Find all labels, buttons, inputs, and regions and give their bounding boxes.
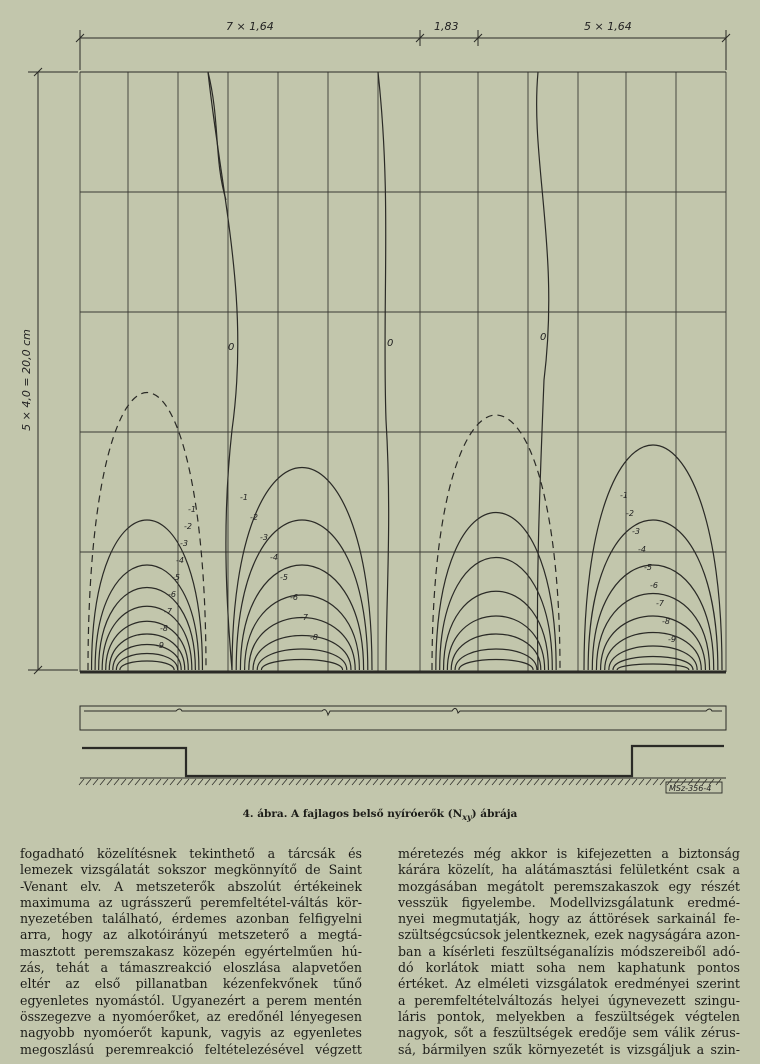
dim-vertical: 5 × 4,0 = 20,0 cm (20, 329, 33, 431)
contour-label-right-1: -2 (626, 509, 634, 518)
text-line: összegezve a nyomóerőket, az eredőnél lényegesen (20, 1008, 362, 1024)
text-line: maximuma az ugrásszerű peremfeltétel-váltás kör- (20, 894, 362, 910)
contour-label-mid-7: -8 (310, 633, 318, 642)
contour-label-left-1: -2 (184, 522, 192, 531)
dim-left-top: 7 × 1,64 (226, 20, 274, 33)
contour-label-left-0: -1 (188, 505, 196, 514)
text-line: mozgásában megátolt peremszakaszok egy részét (398, 878, 740, 894)
contour-label-left-4: -5 (172, 573, 180, 582)
contour-label-right-0: -1 (620, 491, 628, 500)
stamp-text: MSz-356-4 (669, 784, 712, 793)
contour-lines (88, 72, 722, 670)
body-text-left-column (20, 846, 362, 1058)
contour-label-left-3: -4 (176, 556, 184, 565)
text-line: -Venant elv. A metszeterők abszolút értékeinek (20, 878, 362, 894)
contour-label-right-2: -3 (632, 527, 640, 536)
text-line: arra, hogy az alkotóirányú metszeterő a megtá- (20, 927, 362, 943)
text-line: kárára közelít, ha alátámasztási felületként csak a (398, 862, 740, 878)
body-text-right-column (398, 846, 740, 1058)
contour-label-left-7: -8 (160, 624, 168, 633)
text-line: nyezetében található, érdemes azonban felfigyelni (20, 911, 362, 927)
zero-label-2: 0 (387, 338, 394, 349)
text-line: egyenletes nyomástól. Ugyanezért a perem mentén (20, 992, 362, 1008)
dim-right-top: 5 × 1,64 (584, 20, 632, 33)
contour-label-mid-6: -7 (300, 613, 308, 622)
contour-label-mid-5: -6 (290, 593, 298, 602)
text-line: a peremfeltételváltozás helyei úgynevezett szingu- (398, 992, 740, 1008)
text-line: ban a kísérleti feszültséganalízis módszereiből adó- (398, 943, 740, 959)
contour-label-mid-2: -3 (260, 533, 268, 542)
contour-label-mid-1: -2 (250, 513, 258, 522)
text-line: lemezek vizsgálatát sokszor megkönnyítő de Saint (20, 862, 362, 878)
ground-hatching (79, 779, 721, 785)
text-line: értéket. Az elméleti vizsgálatok eredményei szerint (398, 976, 740, 992)
text-line: sá, bármilyen szűk környezetét is vizsgáljuk a szin- (398, 1041, 740, 1057)
contour-label-mid-3: -4 (270, 553, 278, 562)
text-line: masztott peremszakasz közepén egyértelműen hú- (20, 943, 362, 959)
dim-middle-top: 1,83 (434, 20, 459, 33)
contour-label-left-6: -7 (164, 607, 172, 616)
contour-label-right-4: -5 (644, 563, 652, 572)
edge-strip (80, 706, 726, 730)
contour-label-right-7: -8 (662, 617, 670, 626)
text-line: vesszük figyelembe. Modellvizsgálatunk eredmé- (398, 894, 740, 910)
text-line: dó korlátok miatt soha nem kaphatunk pontos (398, 960, 740, 976)
contour-label-left-8: -9 (156, 641, 164, 650)
text-line: nagyok, sőt a feszültségek eredője sem válik zérus- (398, 1025, 740, 1041)
vertical-dimension-line (28, 68, 78, 674)
contour-label-mid-0: -1 (240, 493, 248, 502)
text-line: eltér az első pillanatban kézenfekvőnek tűnő (20, 976, 362, 992)
text-line: megoszlású peremreakció feltételezésével végzett (20, 1041, 362, 1057)
contour-label-right-6: -7 (656, 599, 664, 608)
text-line: szültségcsúcsok jelentkeznek, ezek nagyságára azon- (398, 927, 740, 943)
text-line: láris pontok, melyekben a feszültségek végtelen (398, 1008, 740, 1024)
contour-label-mid-4: -5 (280, 573, 288, 582)
contour-label-right-5: -6 (650, 581, 658, 590)
zero-label-1: 0 (228, 342, 235, 353)
support-profile (80, 746, 726, 778)
top-dimension-line (76, 30, 730, 70)
text-line: nagyobb nyomóerőt kapunk, vagyis az egyenletes (20, 1025, 362, 1041)
contour-label-left-2: -3 (180, 539, 188, 548)
contour-label-right-8: -9 (668, 635, 676, 644)
text-line: méretezés még akkor is kifejezetten a biztonság (398, 846, 740, 861)
contour-label-right-3: -4 (638, 545, 646, 554)
zero-label-3: 0 (540, 332, 547, 343)
text-line: zás, tehát a támaszreakció eloszlása alapvetően (20, 960, 362, 976)
contour-label-left-5: -6 (168, 590, 176, 599)
figure-caption: 4. ábra. A fajlagos belső nyíróerők $(N_{xy})$ ábrája (242, 808, 518, 823)
text-line: nyei megmutatják, hogy az áttörések sarkainál fe- (398, 911, 740, 927)
text-line: fogadható közelítésnek tekinthető a tárcsák és (20, 846, 362, 861)
